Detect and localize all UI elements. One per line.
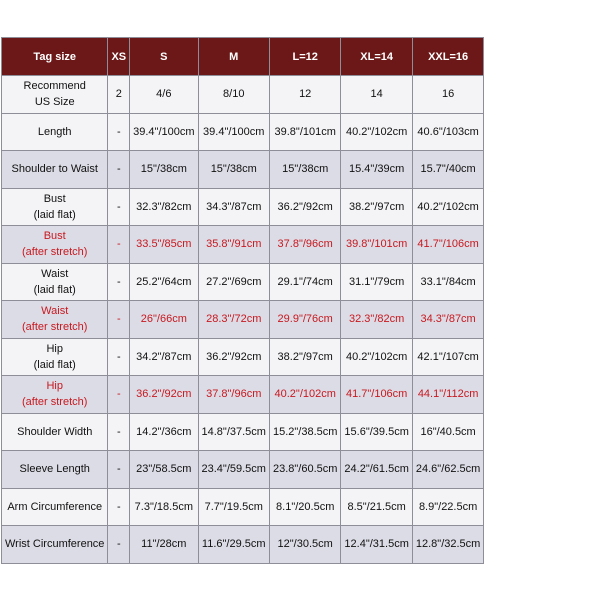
header-cell-size: XL=14 — [341, 38, 412, 76]
header-cell-size: L=12 — [269, 38, 340, 76]
row-label-line: Sleeve Length — [19, 463, 90, 476]
table-cell: - — [108, 113, 130, 151]
table-row — [2, 413, 484, 451]
header-cell-size: M — [198, 38, 269, 76]
table-cell: 40.2"/102cm — [341, 338, 412, 376]
row-label — [2, 526, 108, 564]
table-row — [2, 76, 484, 114]
row-label-line: (laid flat) — [33, 283, 76, 296]
table-cell: 15"/38cm — [269, 151, 340, 189]
row-label — [2, 76, 108, 114]
table-cell: 31.1"/79cm — [341, 263, 412, 301]
row-label — [2, 451, 108, 489]
header-cell-tag-size: Tag size — [2, 38, 108, 76]
table-cell: 16"/40.5cm — [412, 413, 483, 451]
row-label-line: (laid flat) — [33, 358, 76, 371]
table-cell: 15"/38cm — [198, 151, 269, 189]
table-row — [2, 113, 484, 151]
table-cell: 15.7"/40cm — [412, 151, 483, 189]
row-label-line: Hip — [46, 342, 63, 355]
table-cell: 12 — [269, 76, 340, 114]
row-label-line: Wrist Circumference — [5, 538, 105, 551]
table-cell: - — [108, 301, 130, 339]
table-cell: 38.2"/97cm — [269, 338, 340, 376]
table-cell: 32.3"/82cm — [130, 188, 198, 226]
row-label-line: (after stretch) — [22, 321, 88, 334]
table-cell: 2 — [108, 76, 130, 114]
row-label — [2, 488, 108, 526]
table-cell: 34.3"/87cm — [198, 188, 269, 226]
row-label-line: Recommend — [23, 80, 86, 93]
row-label — [2, 413, 108, 451]
table-cell: 11"/28cm — [130, 526, 198, 564]
row-label-line: Bust — [43, 192, 66, 205]
header-cell-size: XXL=16 — [412, 38, 483, 76]
table-cell: - — [108, 526, 130, 564]
row-label — [2, 301, 108, 339]
table-cell: 41.7"/106cm — [412, 226, 483, 264]
row-label-line: US Size — [34, 96, 75, 109]
table-cell: 34.2"/87cm — [130, 338, 198, 376]
table-cell: - — [108, 413, 130, 451]
table-cell: 38.2"/97cm — [341, 188, 412, 226]
row-label — [2, 226, 108, 264]
table-row — [2, 151, 484, 189]
table-cell: - — [108, 188, 130, 226]
table-cell: - — [108, 376, 130, 414]
table-row — [2, 188, 484, 226]
table-row — [2, 226, 484, 264]
row-label — [2, 263, 108, 301]
table-cell: - — [108, 151, 130, 189]
row-label-line: Bust — [43, 230, 66, 243]
table-row — [2, 338, 484, 376]
table-cell: 24.2"/61.5cm — [341, 451, 412, 489]
table-cell: 36.2"/92cm — [130, 376, 198, 414]
row-label-line: (after stretch) — [22, 396, 88, 409]
table-cell: 14.2"/36cm — [130, 413, 198, 451]
table-cell: 40.2"/102cm — [341, 113, 412, 151]
table-cell: - — [108, 488, 130, 526]
row-label-line: Waist — [41, 305, 69, 318]
table-row — [2, 451, 484, 489]
size-chart-viewport — [5, 37, 530, 568]
table-cell: 39.4"/100cm — [198, 113, 269, 151]
table-cell: 23.4"/59.5cm — [198, 451, 269, 489]
row-label-line: Arm Circumference — [7, 500, 103, 513]
table-cell: 8.5"/21.5cm — [341, 488, 412, 526]
table-cell: 32.3"/82cm — [341, 301, 412, 339]
table-cell: 7.3"/18.5cm — [130, 488, 198, 526]
table-row — [2, 301, 484, 339]
table-cell: - — [108, 263, 130, 301]
table-cell: 15"/38cm — [130, 151, 198, 189]
table-row — [2, 263, 484, 301]
table-cell: 7.7"/19.5cm — [198, 488, 269, 526]
header-row — [2, 38, 484, 76]
table-cell: 8.1"/20.5cm — [269, 488, 340, 526]
table-cell: 25.2"/64cm — [130, 263, 198, 301]
table-cell: 8/10 — [198, 76, 269, 114]
row-label-line: Shoulder Width — [17, 425, 93, 438]
row-label — [2, 188, 108, 226]
header-cell-size: XS — [108, 38, 130, 76]
table-cell: 16 — [412, 76, 483, 114]
row-label-line: Waist — [41, 267, 69, 280]
table-cell: 41.7"/106cm — [341, 376, 412, 414]
table-cell: 36.2"/92cm — [198, 338, 269, 376]
table-cell: 37.8"/96cm — [269, 226, 340, 264]
size-chart-table — [1, 37, 484, 564]
table-row — [2, 488, 484, 526]
table-row — [2, 526, 484, 564]
table-cell: 27.2"/69cm — [198, 263, 269, 301]
table-cell: - — [108, 338, 130, 376]
row-label-line: (laid flat) — [33, 208, 76, 221]
row-label-line: Hip — [46, 380, 63, 393]
table-cell: 26"/66cm — [130, 301, 198, 339]
table-cell: 15.6"/39.5cm — [341, 413, 412, 451]
row-label-line: Shoulder to Waist — [11, 163, 98, 176]
table-cell: 36.2"/92cm — [269, 188, 340, 226]
table-cell: 37.8"/96cm — [198, 376, 269, 414]
table-cell: 35.8"/91cm — [198, 226, 269, 264]
table-cell: 34.3"/87cm — [412, 301, 483, 339]
table-cell: - — [108, 226, 130, 264]
table-cell: 39.4"/100cm — [130, 113, 198, 151]
table-cell: 39.8"/101cm — [341, 226, 412, 264]
table-cell: 11.6"/29.5cm — [198, 526, 269, 564]
table-cell: 8.9"/22.5cm — [412, 488, 483, 526]
table-cell: 23"/58.5cm — [130, 451, 198, 489]
table-cell: 42.1"/107cm — [412, 338, 483, 376]
row-label — [2, 376, 108, 414]
table-cell: 29.1"/74cm — [269, 263, 340, 301]
table-cell: 33.5"/85cm — [130, 226, 198, 264]
table-cell: 33.1"/84cm — [412, 263, 483, 301]
table-cell: 15.2"/38.5cm — [269, 413, 340, 451]
table-cell: 12.8"/32.5cm — [412, 526, 483, 564]
table-cell: 15.4"/39cm — [341, 151, 412, 189]
table-row — [2, 376, 484, 414]
table-cell: 44.1"/112cm — [412, 376, 483, 414]
table-cell: 12"/30.5cm — [269, 526, 340, 564]
table-cell: 14 — [341, 76, 412, 114]
table-cell: 39.8"/101cm — [269, 113, 340, 151]
table-cell: 23.8"/60.5cm — [269, 451, 340, 489]
table-cell: 4/6 — [130, 76, 198, 114]
table-cell: 28.3"/72cm — [198, 301, 269, 339]
table-cell: 14.8"/37.5cm — [198, 413, 269, 451]
table-cell: 24.6"/62.5cm — [412, 451, 483, 489]
row-label-line: Length — [37, 125, 72, 138]
table-cell: 29.9"/76cm — [269, 301, 340, 339]
row-label — [2, 113, 108, 151]
table-cell: - — [108, 451, 130, 489]
table-cell: 40.2"/102cm — [412, 188, 483, 226]
table-cell: 40.6"/103cm — [412, 113, 483, 151]
table-cell: 12.4"/31.5cm — [341, 526, 412, 564]
row-label-line: (after stretch) — [22, 246, 88, 259]
row-label — [2, 151, 108, 189]
header-cell-size: S — [130, 38, 198, 76]
table-cell: 40.2"/102cm — [269, 376, 340, 414]
row-label — [2, 338, 108, 376]
